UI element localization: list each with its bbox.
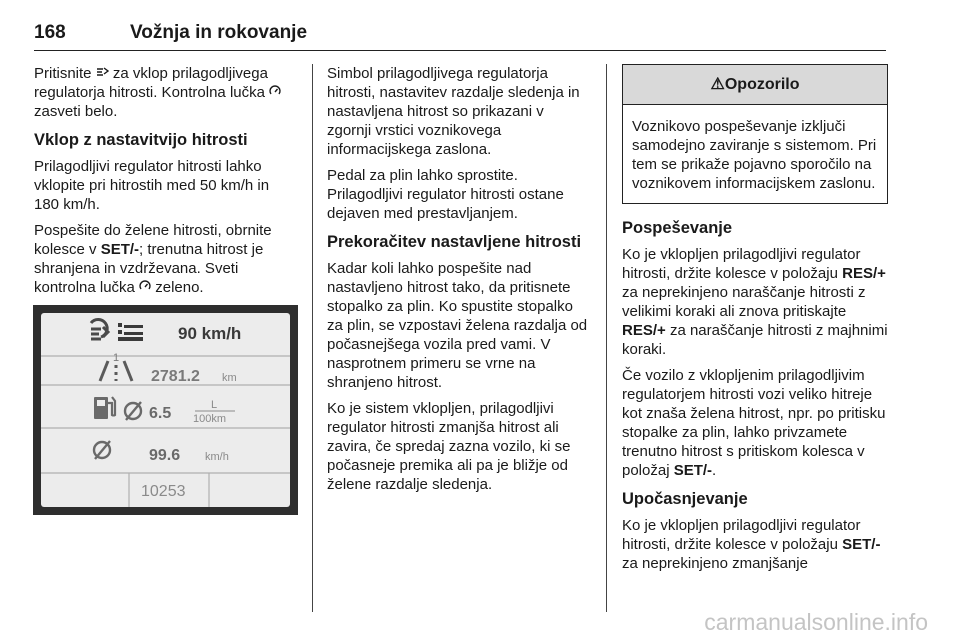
column-divider <box>312 64 313 612</box>
driver-info-display <box>33 305 298 515</box>
cruise-indicator-icon <box>139 280 151 294</box>
warning-text: Voznikovo pospeševanje izključi samodejno zaviranje s sistemom. Pri tem se prikaže pojavno sporočilo na voznikovem informacijskem zaslonu. <box>632 118 877 192</box>
heading: Prekoračitev nastavljene hitrosti <box>327 233 582 251</box>
adaptive-cruise-icon <box>96 66 109 80</box>
set-speed: 90 km/h <box>178 324 242 343</box>
paragraph: Ko je vklopljen prilagodljivi regulator hitrosti, držite kolesce v položaju RES/+ za neprekinjeno naraščanje hitrosti z velikimi koraki ali znova pritiskajte RES/+ za naraščanje hitrosti z majhnimi koraki. <box>622 246 888 358</box>
warning-header <box>623 65 887 105</box>
page-header <box>34 20 886 51</box>
paragraph: Kadar koli lahko pospešite nad nastavljeno hitrost tako, da pritisnete stopalko za plin. Ko spustite stopalko za plin, se vzpostavi želena razdalja od počasnejšega vozila pred vami. V nasprotnem primeru se vrne na shranjeno hitrost. <box>327 260 588 391</box>
cruise-indicator-icon <box>269 85 281 99</box>
odometer: 10253 <box>141 483 186 500</box>
heading: Upočasnjevanje <box>622 490 748 508</box>
warning-icon: ⚠ <box>710 76 725 93</box>
average-speed-unit: km/h <box>205 451 229 463</box>
column-divider <box>606 64 607 612</box>
paragraph: Pedal za plin lahko sprostite. Prilagodljivi regulator hitrosti ostane dejaven med prestavljanjem. <box>327 167 564 222</box>
follow-distance-icon <box>118 323 143 341</box>
trip-distance: 2781.2 <box>151 368 200 385</box>
trip-distance-unit: km <box>222 372 237 384</box>
paragraph: Pospešite do želene hitrosti, obrnite kolesce v SET/-; trenutna hitrost je shranjena in vzdrževana. Sveti kontrolna lučka zeleno. <box>34 222 272 296</box>
paragraph: Če vozilo z vklopljenim prilagodljivim regulatorjem hitrosti vozi veliko hitreje kot znaša želena hitrost, npr. po pritisku stopalke za plin, lahko privzamete trenutno hitrost s pritiskom kolesca v položaj SET/-. <box>622 367 886 479</box>
paragraph: Simbol prilagodljivega regulatorja hitrosti, nastavitev razdalje sledenja in nastavljena hitrost so prikazani v zgornji vrstici voznikovega informacijskega zaslona. <box>327 65 580 158</box>
page-number: 168 <box>34 22 66 43</box>
heading: Vklop z nastavitvijo hitrosti <box>34 131 248 149</box>
heading: Pospeševanje <box>622 219 733 237</box>
fuel-consumption: 6.5 <box>149 405 172 422</box>
paragraph: Ko je vklopljen prilagodljivi regulator hitrosti, držite kolesce v položaju SET/- za neprekinjeno zmanjšanje <box>622 517 881 572</box>
column-3 <box>622 64 888 580</box>
warning-title: Opozorilo <box>724 76 800 93</box>
paragraph: Pritisnite za vklop prilagodljivega regulatorja hitrosti. Kontrolna lučka zasveti belo. <box>34 64 298 121</box>
column-2 <box>327 64 591 501</box>
average-speed: 99.6 <box>149 447 181 464</box>
gap-level: 1 <box>113 352 120 364</box>
watermark: carmanualsonline.info <box>704 609 928 635</box>
paragraph: Ko je sistem vklopljen, prilagodljivi regulator hitrosti zmanjša hitrost ali zavira, če spredaj zazna vozilo, ki se počasneje premika ali pa je bližje od želene razdalje sledenja. <box>327 400 571 493</box>
paragraph: Prilagodljivi regulator hitrosti lahko vklopite pri hitrostih med 50 km/h in 180 km/h. <box>34 158 270 213</box>
section-title: Vožnja in rokovanje <box>130 22 308 43</box>
column-1 <box>34 64 298 304</box>
consumption-unit-top: L <box>211 399 218 411</box>
warning-box <box>622 64 888 204</box>
consumption-unit-bottom: 100km <box>193 413 227 425</box>
